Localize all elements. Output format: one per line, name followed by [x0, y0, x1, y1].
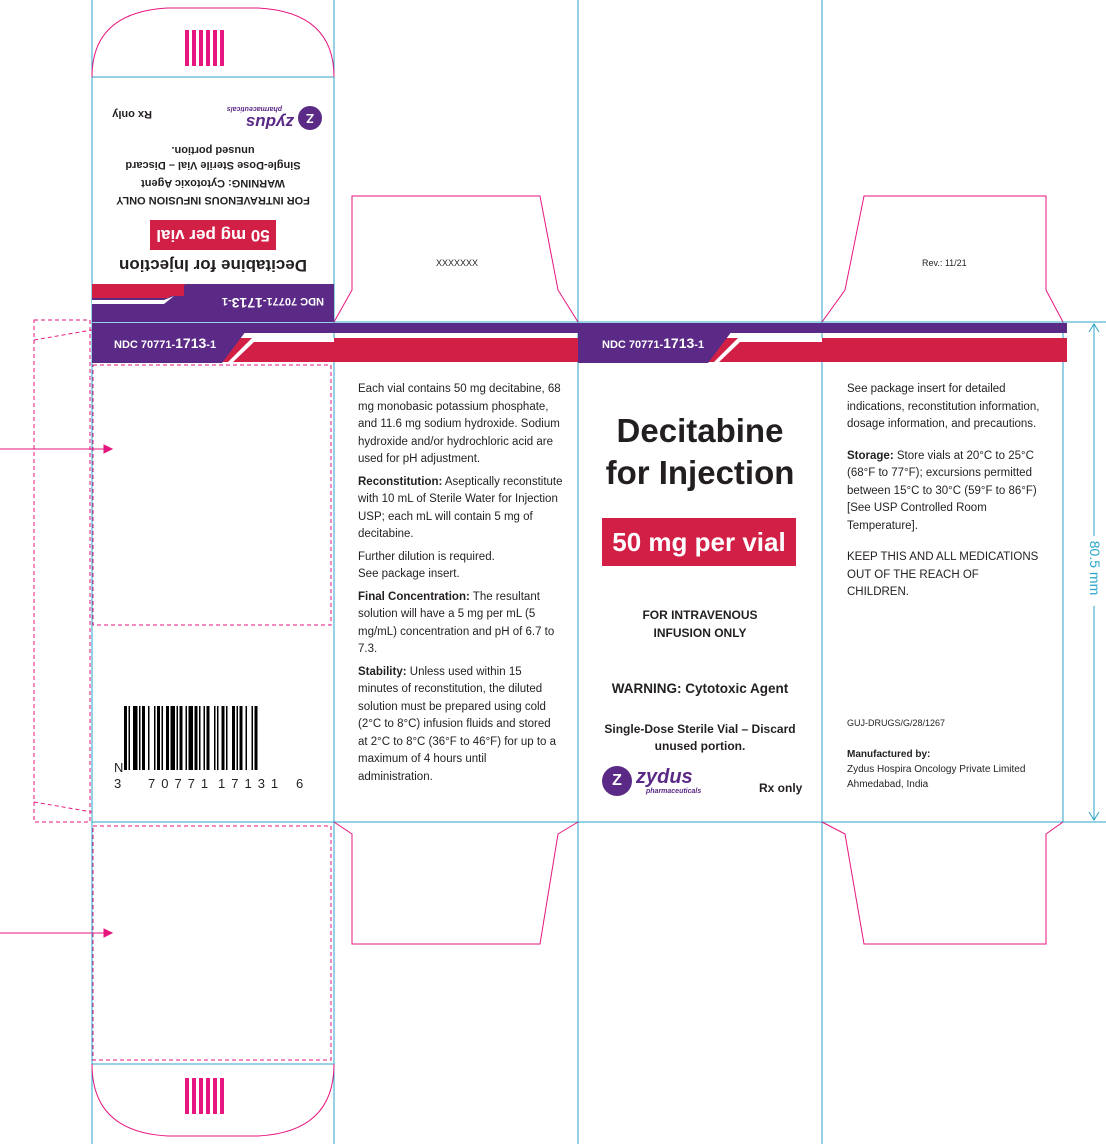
rx-only: Rx only [759, 781, 803, 795]
strength-badge: 50 mg per vial [602, 518, 796, 566]
top-flap [92, 77, 334, 322]
lot-placeholder: XXXXXXX [436, 258, 479, 268]
zydus-logo: Z zydus pharmaceuticals [602, 766, 712, 800]
revision-label: Rev.: 11/21 [922, 258, 967, 268]
zydus-logo-icon: Z [602, 766, 632, 796]
band-shapes [92, 323, 1067, 363]
stability-text: Stability: Unless used within 15 minutes of reconstitution, the diluted solution must be prepared using cold (2°C to 8°C) infusion fluids and stored at 2°C to 8°C (36°F to 46°F) for up to a maximum of 4 hours until administration. [358, 665, 557, 783]
reconstitution-text: Reconstitution: Aseptically reconstitute with 10 mL of Sterile Water for Injection USP; each mL will contain 5 mg of decitabine. [358, 475, 563, 540]
top-tab-stripes [185, 30, 227, 71]
top-flap-ndc: NDC 70771-1713-1 [221, 295, 324, 311]
left-info-panel [358, 381, 563, 791]
top-flap-route: FOR INTRAVENOUS INFUSION ONLY [116, 194, 310, 206]
top-flap-ndc-band [92, 284, 334, 322]
product-title: Decitabine for Injection [605, 412, 795, 491]
route-text: FOR INTRAVENOUS INFUSION ONLY [642, 608, 758, 640]
ndc-panel-front: NDC 70771-1713-1 [602, 335, 705, 351]
ndc-panel-back: NDC 70771-1713-1 [114, 335, 217, 351]
right-info-panel [847, 381, 1043, 607]
bottom-tab-stripes [185, 1078, 227, 1119]
storage-text: Storage: Store vials at 20°C to 25°C (68°F to 77°F); excursions permitted between 15°C to 30°C (59°F to 86°F) [See USP Controlled Room Temperature]. [847, 449, 1037, 532]
top-flap-strength: 50 mg per vial [150, 220, 276, 250]
composition-text: Each vial contains 50 mg decitabine, 68 mg monobasic potassium phosphate, and 11.6 mg sodium hydroxide. Sodium hydroxide and/or hydrochloric acid are used for pH adjustment. [358, 383, 561, 465]
dilution-text: Further dilution is required. See package insert. [358, 550, 495, 580]
dimension-label: 80.5 mm [1087, 540, 1103, 596]
top-flap-single-dose: Single-Dose Sterile Vial – Discard unused portion. [125, 144, 301, 171]
top-flap-rx-only: Rx only [112, 108, 152, 120]
single-dose-text: Single-Dose Sterile Vial – Discard unused portion. [604, 722, 796, 753]
license-number: GUJ-DRUGS/G/28/1267 [847, 718, 946, 728]
keep-away-text: KEEP THIS AND ALL MEDICATIONS OUT OF THE REACH OF CHILDREN. [847, 551, 1039, 598]
barcode: N 3 70771 17131 6 [114, 706, 314, 796]
top-flap-warning: WARNING: Cytotoxic Agent [141, 177, 285, 189]
top-flap-product-name: Decitabine for Injection [119, 256, 307, 275]
warning-text: WARNING: Cytotoxic Agent [611, 681, 789, 696]
top-flap-logo: Z zydus pharmaceuticals [212, 98, 322, 132]
manufacturer-block: Manufactured by: Zydus Hospira Oncology Private Limited Ahmedabad, India [847, 749, 1026, 790]
final-concentration-text: Final Concentration: The resultant solution will have a 5 mg per mL (5 mg/mL) concentration and pH of 6.7 to 7.3. [358, 590, 555, 655]
zydus-logo-icon: Z [298, 106, 322, 130]
insert-note: See package insert for detailed indications, reconstitution information, dosage information, and precautions. [847, 383, 1040, 430]
